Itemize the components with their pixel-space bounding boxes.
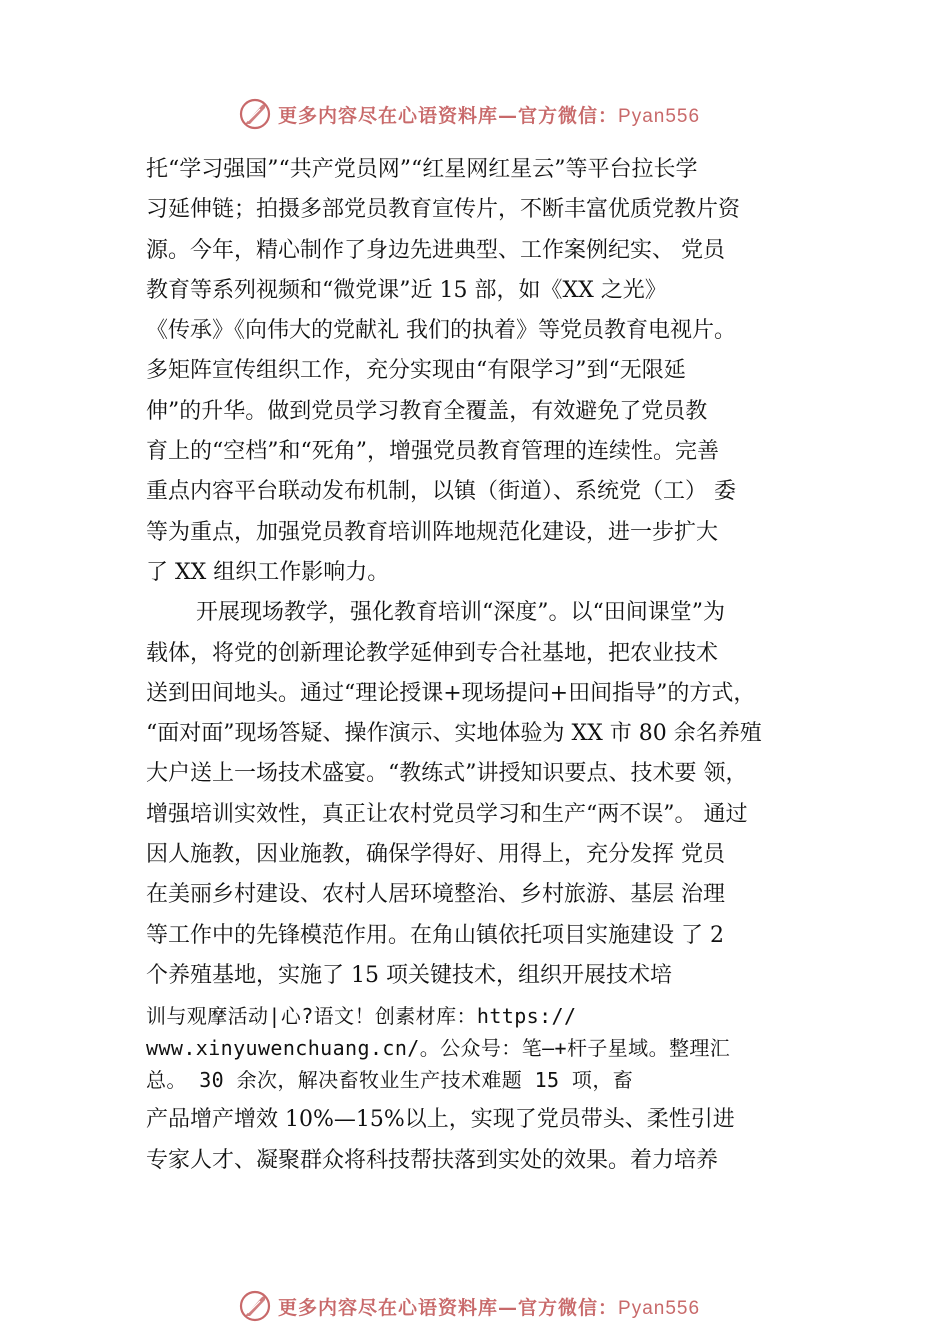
text-line: 总。 30 余次，解决畜牧业生产技术难题 15 项，畜	[146, 1068, 634, 1093]
header-banner-handle: Pyan556	[618, 105, 701, 127]
text-line: 送到田间地头。通过“理论授课+现场提问+田间指导”的方式，	[146, 680, 756, 706]
header-banner-text	[278, 101, 700, 128]
text-line: 因人施教，因业施教，确保学得好、用得上，充分发挥 党员	[146, 842, 725, 868]
footer-banner-text	[278, 1293, 700, 1320]
footer-banner-handle: Pyan556	[618, 1297, 701, 1319]
text-line: “面对面”现场答疑、操作演示、实地体验为 XX 市 80 余名养殖	[146, 721, 762, 747]
header-banner-label: 更多内容尽在心语资料库—官方微信：	[278, 104, 619, 127]
text-line: 大户送上一场技术盛宴。“教练式”讲授知识要点、技术要 领，	[146, 761, 748, 787]
text-line: 训与观摩活动|心?语文！创素材库：https://	[146, 1004, 577, 1029]
text-line: 多矩阵宣传组织工作，充分实现由“有限学习”到“无限延	[146, 358, 686, 384]
text-line: 产品增产增效 10%—15%以上，实现了党员带头、柔性引进	[146, 1107, 735, 1133]
text-line: 了 XX 组织工作影响力。	[146, 559, 390, 585]
text-line: 等工作中的先锋模范作用。在角山镇依托项目实施建设 了 2	[146, 922, 724, 948]
text-line: 在美丽乡村建设、农村人居环境整治、乡村旅游、基层 治理	[146, 882, 725, 908]
quill-logo-icon	[238, 97, 272, 131]
text-line: 伸”的升华。做到党员学习教育全覆盖，有效避免了党员教	[146, 398, 708, 424]
text-line: 个养殖基地，实施了 15 项关键技术，组织开展技术培	[146, 962, 672, 988]
text-line: 习延伸链；拍摄多部党员教育宣传片，不断丰富优质党教片资	[146, 197, 741, 223]
header-banner	[238, 94, 738, 134]
text-line: www.xinyuwenchuang.cn/。公众号：笔—+杆子星域。整理汇	[146, 1036, 731, 1061]
footer-banner-label: 更多内容尽在心语资料库—官方微信：	[278, 1296, 619, 1319]
text-line: 重点内容平台联动发布机制，以镇（街道）、系统党（工） 委	[146, 479, 736, 505]
text-line: 育上的“空档”和“死角”，增强党员教育管理的连续性。完善	[146, 439, 719, 465]
text-line: 教育等系列视频和“微党课”近 15 部，如《XX 之光》	[146, 277, 667, 303]
text-line: 《传承》《向伟大的党献礼 我们的执着》等党员教育电视片。	[146, 318, 736, 344]
text-line: 增强培训实效性，真正让农村党员学习和生产“两不误”。 通过	[146, 801, 748, 827]
text-line: 专家人才、凝聚群众将科技帮扶落到实处的效果。着力培养	[146, 1147, 719, 1173]
body-text	[146, 150, 836, 1181]
text-line: 源。今年，精心制作了身边先进典型、工作案例纪实、 党员	[146, 237, 725, 263]
text-line: 载体，将党的创新理论教学延伸到专合社基地，把农业技术	[146, 640, 719, 666]
quill-logo-icon	[238, 1289, 272, 1323]
text-line: 托“学习强国”“共产党员网”“红星网红星云”等平台拉长学	[146, 157, 698, 182]
footer-banner	[238, 1286, 738, 1326]
text-line: 等为重点，加强党员教育培训阵地规范化建设，进一步扩大	[146, 519, 719, 545]
text-line: 开展现场教学，强化教育培训“深度”。以“田间课堂”为	[196, 600, 725, 626]
